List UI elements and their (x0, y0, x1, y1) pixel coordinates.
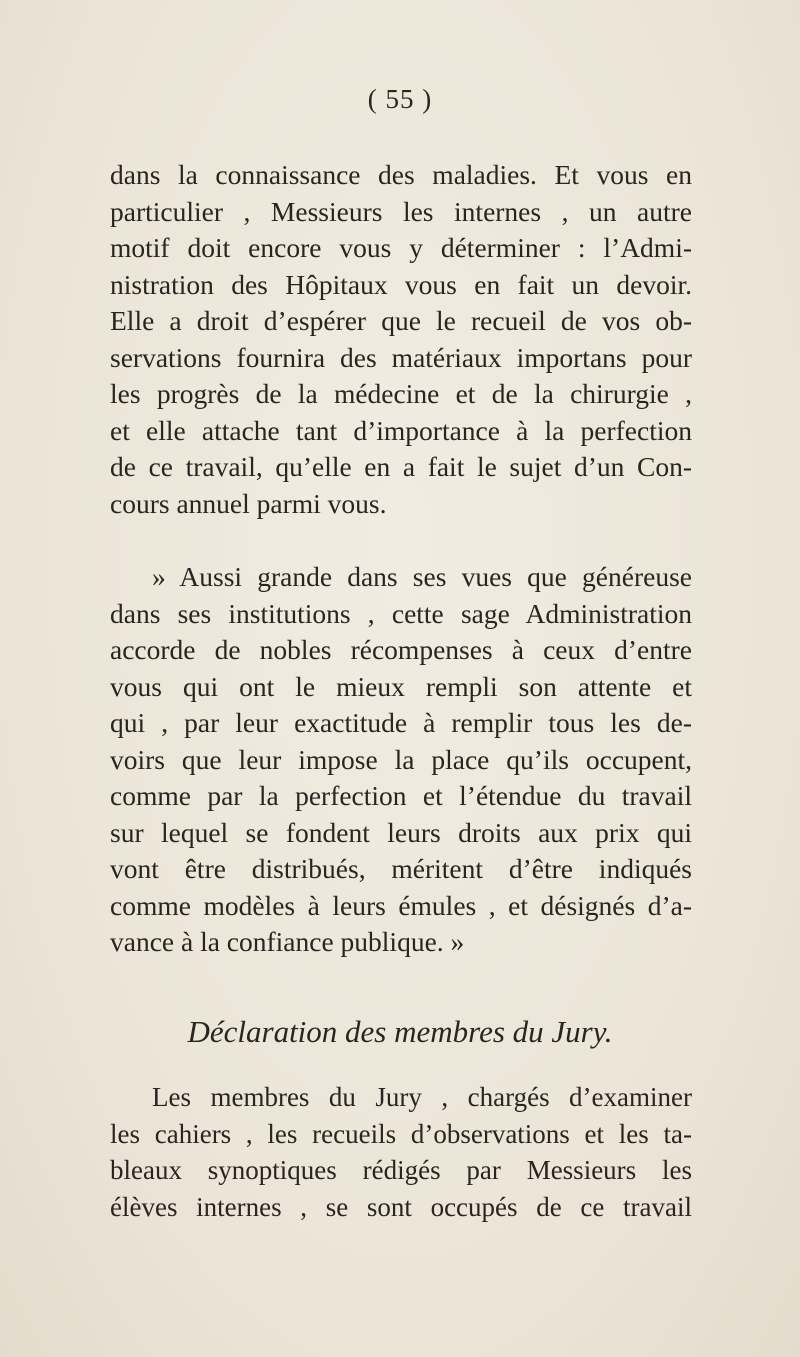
text-line: vance à la confiance publique. » (110, 926, 465, 957)
paragraph-2 (110, 559, 692, 961)
section-heading: Déclaration des membres du Jury. (187, 1014, 613, 1049)
text-line: cours annuel parmi vous. (110, 487, 387, 519)
text-line: vous qui ont le mieux rempli son attente et (110, 670, 692, 702)
paragraph-1 (110, 157, 692, 522)
text-line: de ce travail, qu’elle en a fait le sujet d’un Con- (110, 451, 692, 482)
text-line: bleaux synoptiques rédigés par Messieurs les (110, 1155, 692, 1185)
text-line: et elle attache tant d’importance à la perfection (110, 414, 692, 446)
text-line: Elle a droit d’espérer que le recueil de vos ob- (110, 305, 692, 336)
text-line: qui , par leur exactitude à remplir tous les de- (110, 707, 692, 738)
text-line: servations fournira des matériaux importans pour (110, 341, 692, 373)
text-line: élèves internes , se sont occupés de ce travail (110, 1191, 692, 1222)
page-number: ( 55 ) (367, 84, 433, 114)
text-line: motif doit encore vous y déterminer : l’Admi- (110, 232, 692, 263)
text-line: voirs que leur impose la place qu’ils occupent, (110, 743, 692, 775)
text-line: particulier , Messieurs les internes , un autre (110, 195, 692, 227)
text-line: dans la connaissance des maladies. Et vous en (110, 159, 692, 190)
text-line: » Aussi grande dans ses vues que généreuse (152, 561, 692, 592)
text-line: comme modèles à leurs émules , et désignés d’a- (110, 889, 692, 921)
text-line: comme par la perfection et l’étendue du travail (110, 780, 692, 811)
text-line: nistration des Hôpitaux vous en fait un devoir. (110, 268, 692, 300)
paragraph-3 (110, 1079, 692, 1225)
text-line: les cahiers , les recueils d’observations et les ta- (110, 1118, 692, 1149)
text-line: sur lequel se fondent leurs droits aux prix qui (110, 816, 692, 848)
text-line: les progrès de la médecine et de la chirurgie , (110, 378, 692, 409)
text-line: dans ses institutions , cette sage Administration (110, 597, 692, 629)
text-line: accorde de nobles récompenses à ceux d’entre (110, 634, 692, 665)
text-line: Les membres du Jury , chargés d’examiner (152, 1082, 692, 1112)
text-line: vont être distribués, méritent d’être indiqués (110, 853, 692, 884)
